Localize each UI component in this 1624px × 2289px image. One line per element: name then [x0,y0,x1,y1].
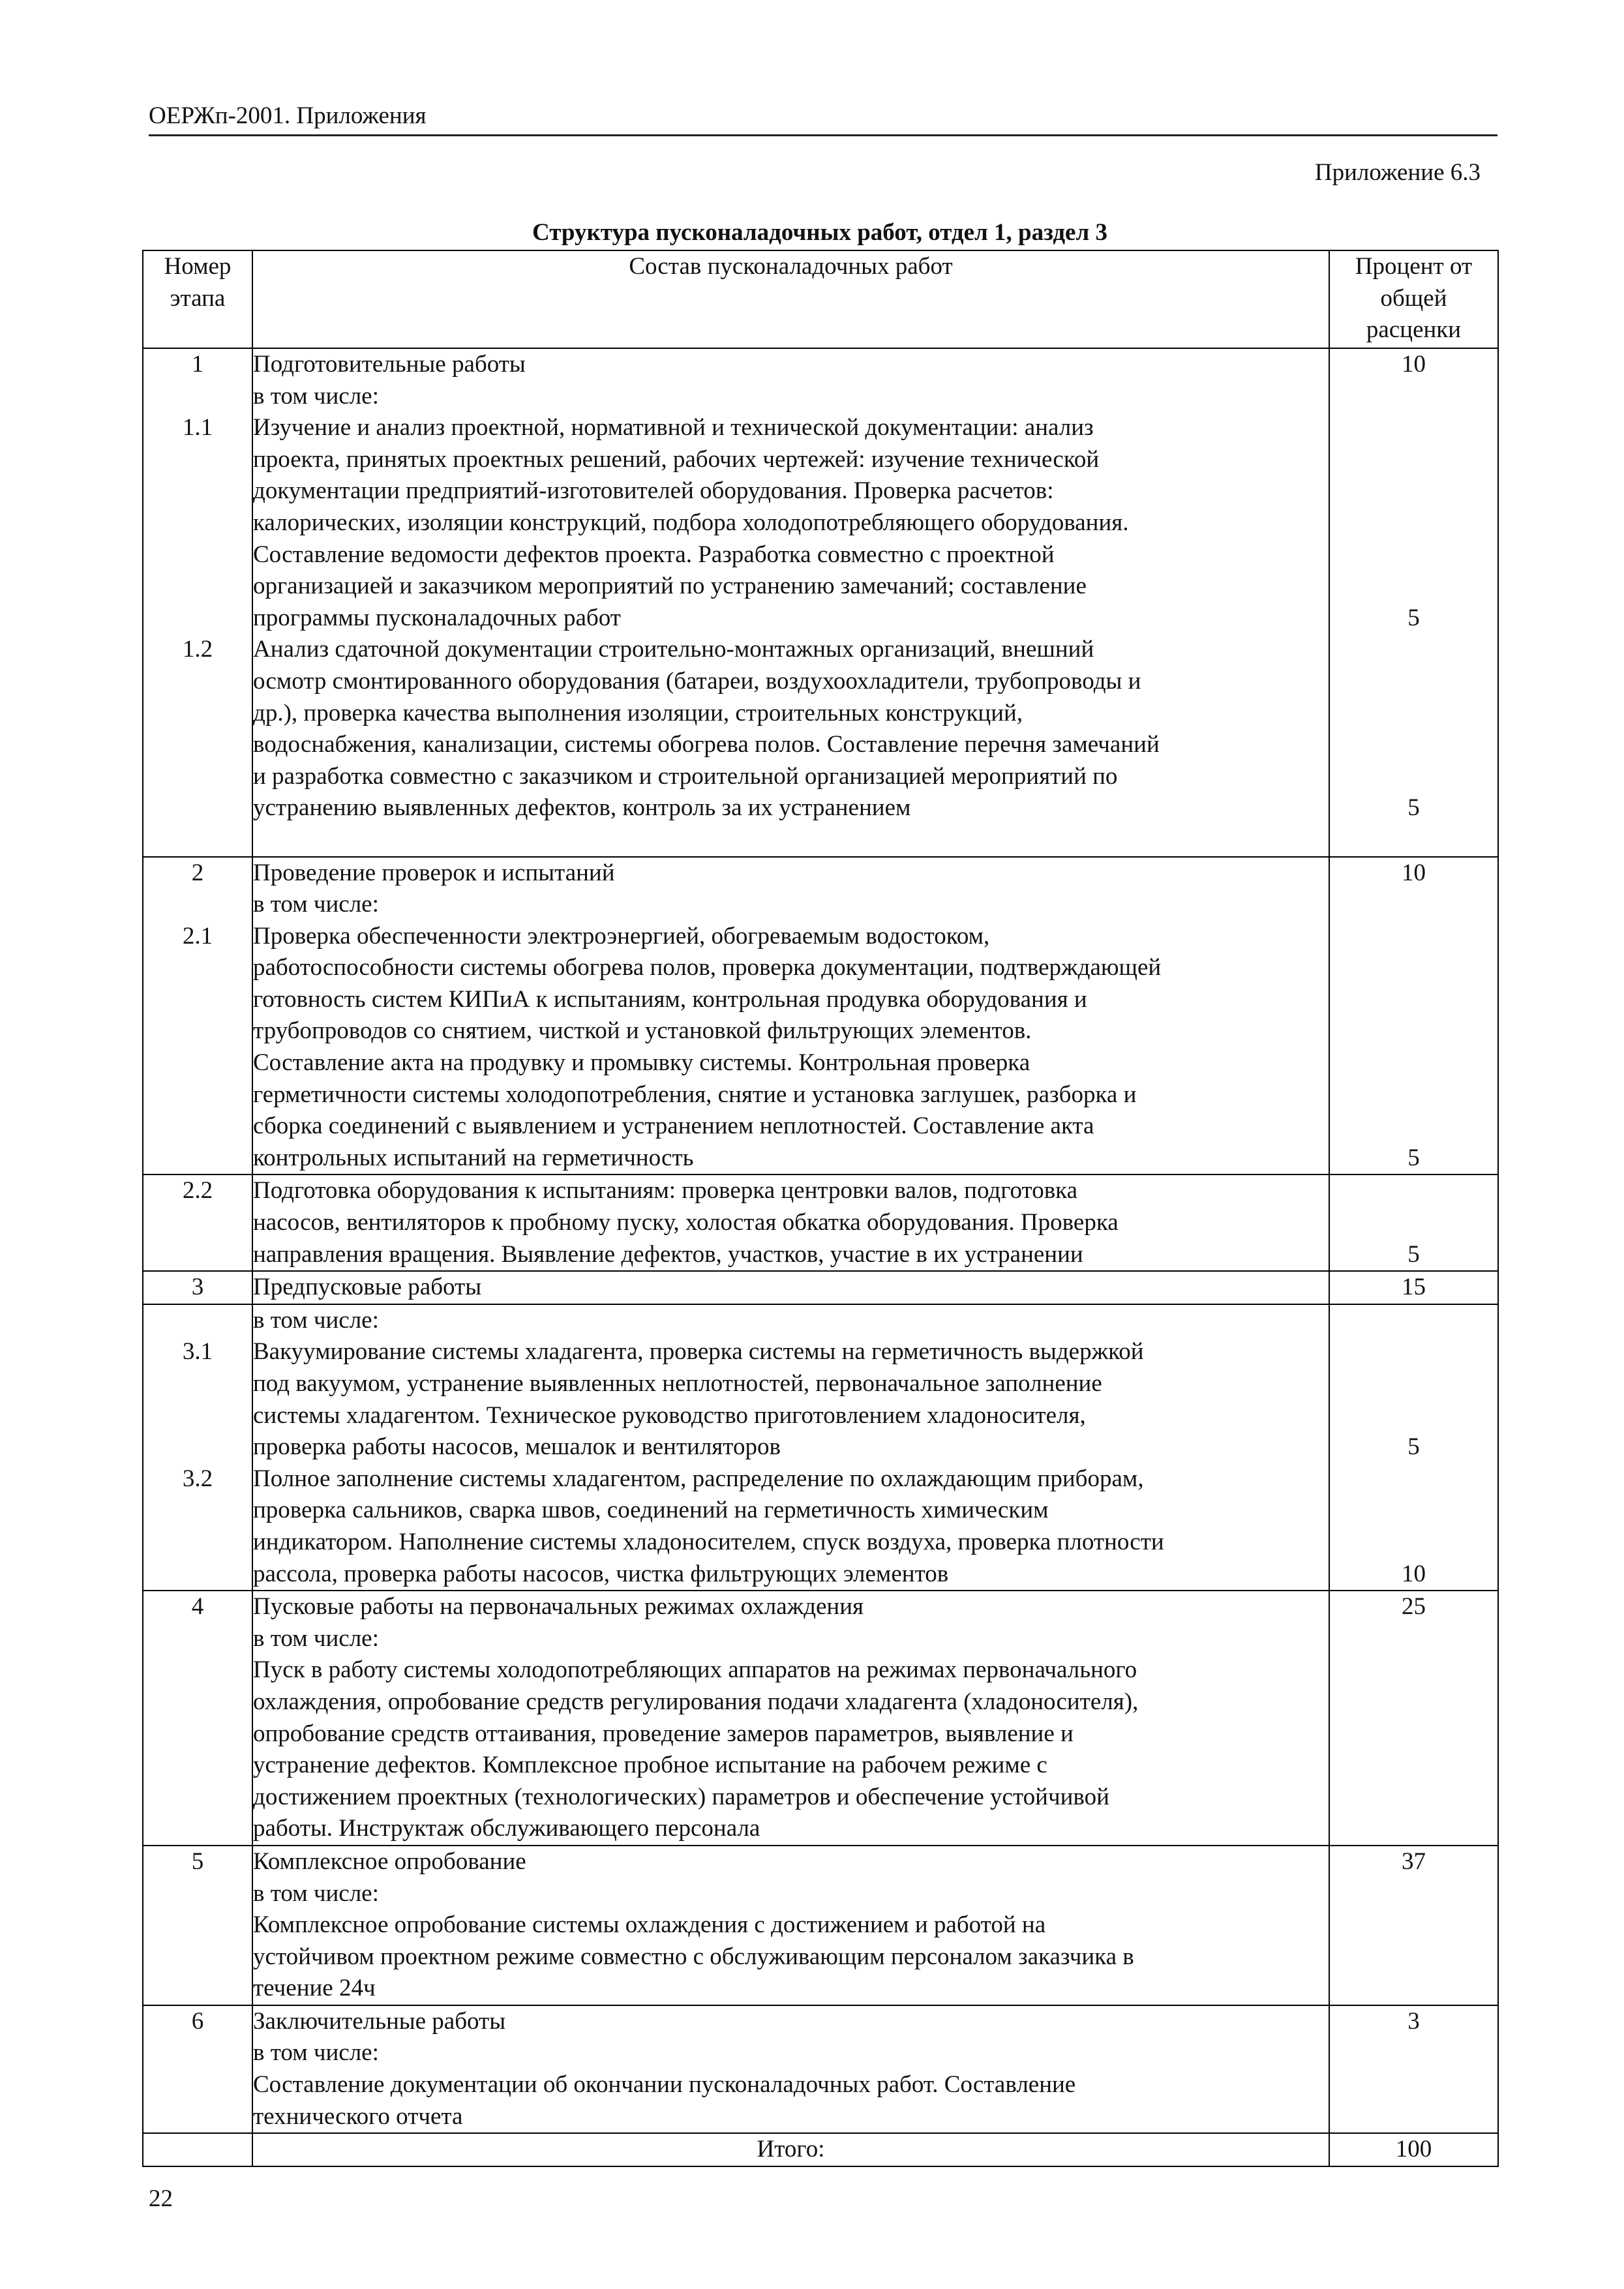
stage-number-line [143,1495,252,1527]
percent-line [1330,634,1497,666]
work-description-line: Вакуумирование системы хладагента, проверка системы на герметичность выдержкой [253,1338,1144,1366]
work-description-cell [252,348,1329,857]
stage-number-line [143,824,252,856]
stage-number-line: 1.1 [182,414,213,441]
stage-number-line [143,984,252,1016]
work-description-line: и разработка совместно с заказчиком и строительной организацией мероприятий по [253,762,1118,790]
percent-line [1330,1305,1497,1337]
total-row [143,2133,1498,2166]
work-description-line: системы хладагентом. Техническое руководство приготовлением хладоносителя, [253,1401,1086,1429]
stage-number-line [143,1559,252,1591]
work-description-line: Проверка обеспеченности электроэнергией, обогреваемым водостоком, [253,922,990,950]
stage-number-line [143,475,252,507]
stage-number-line: 4 [191,1593,204,1621]
work-description-line: направления вращения. Выявление дефектов, участков, участие в их устранении [253,1240,1083,1268]
percent-line [1330,729,1497,761]
stage-number-line [143,1239,252,1271]
percent-line [1330,984,1497,1016]
work-description-line: охлаждения, опробование средств регулирования подачи хладагента (хладоносителя), [253,1688,1139,1715]
percent-line: 5 [1407,1144,1420,1171]
table-title: Структура пусконаладочных работ, отдел 1, раздел 3 [532,219,1107,246]
work-description-line: Составление акта на продувку и промывку системы. Контрольная проверка [253,1049,1030,1077]
stage-number-cell [143,1846,252,2005]
work-description-cell [252,1591,1329,1846]
work-description-line: герметичности системы холодопотребления, снятие и установка заглушек, разборка и [253,1081,1137,1108]
work-description-line: индикатором. Наполнение системы хладоносителем, спуск воздуха, проверка плотности [253,1528,1164,1555]
stage-number-line: 2.2 [182,1177,213,1204]
stage-number-line [143,792,252,824]
percent-line [1330,952,1497,984]
work-description-line: технического отчета [253,2102,463,2130]
stage-number-line [143,1047,252,1079]
works-structure-table [142,250,1499,2167]
percent-line [1330,1527,1497,1559]
work-description-line: Предпусковые работы [253,1274,482,1301]
work-description-line: под вакуумом, устранение выявленных неплотностей, первоначальное заполнение [253,1370,1102,1397]
percent-line [1330,475,1497,507]
stage-number-cell [143,1271,252,1304]
percent-line [1330,698,1497,730]
work-description-cell [252,2005,1329,2133]
work-description-line: сборка соединений с выявлением и устранением неплотностей. Составление акта [253,1113,1094,1140]
stage-number-line: 3 [191,1274,204,1301]
work-description-line: Полное заполнение системы хладагентом, распределение по охлаждающим приборам, [253,1465,1144,1492]
work-description-line: устранению выявленных дефектов, контроль за их устранением [253,794,911,822]
work-description-line: Комплексное опробование [253,1848,526,1875]
stage-number-line [143,571,252,603]
work-description-line: в том числе: [253,891,379,918]
stage-number-line [143,1527,252,1559]
work-description-line: Комплексное опробование системы охлаждения с достижением и работой на [253,1911,1046,1939]
stage-number-cell [143,348,252,857]
work-description-line: в том числе: [253,1306,379,1334]
percent-line [1330,412,1497,444]
work-description-line: калорических, изоляции конструкций, подбора холодопотребляющего оборудования. [253,509,1129,536]
table-header-row [143,250,1498,348]
work-description-line: трубопроводов со снятием, чисткой и установкой фильтрующих элементов. [253,1017,1032,1045]
work-description-line: проекта, принятых проектных решений, рабочих чертежей: изучение технической [253,445,1100,473]
total-value: 100 [1329,2133,1498,2166]
percent-cell [1329,1174,1498,1271]
percent-line: 5 [1407,1240,1420,1268]
percent-line [1330,571,1497,603]
work-description-line: Подготовительные работы [253,351,526,378]
percent-line [1330,1015,1497,1047]
stage-number-line [143,1368,252,1400]
work-description-line: Анализ сдаточной документации строительно-монтажных организаций, внешний [253,636,1094,663]
work-description-cell [252,1174,1329,1271]
work-description-line: проверка сальников, сварка швов, соединений на герметичность химическим [253,1497,1049,1524]
percent-line [1330,1368,1497,1400]
stage-number-line [143,444,252,476]
percent-cell [1329,2005,1498,2133]
running-header: ОЕРЖп-2001. Приложения [149,98,1497,136]
table-row [143,1846,1498,2005]
stage-number-line: 5 [191,1848,204,1875]
stage-number-line [143,1400,252,1432]
stage-number-line [143,1305,252,1337]
percent-line: 10 [1402,859,1426,886]
total-empty-cell [143,2133,252,2166]
percent-line [1330,1111,1497,1143]
percent-line [1330,761,1497,793]
percent-line [1330,921,1497,953]
percent-line: 5 [1407,604,1420,631]
work-description-line: Подготовка оборудования к испытаниям: проверка центровки валов, подготовка [253,1177,1077,1204]
stage-number-line [143,952,252,984]
percent-line: 10 [1402,351,1426,378]
stage-number-line: 1.2 [182,636,213,663]
appendix-label: Приложение 6.3 [1314,159,1481,186]
percent-line [1330,889,1497,921]
percent-line: 15 [1402,1274,1426,1301]
stage-number-line [143,1207,252,1239]
work-description-line: Заключительные работы [253,2007,506,2035]
work-description-line: устойчивом проектном режиме совместно с обслуживающим персоналом заказчика в [253,1943,1134,1970]
work-description-line: достижением проектных (технологических) параметров и обеспечение устойчивой [253,1783,1109,1810]
stage-number-line [143,1079,252,1111]
work-description-line: течение 24ч [253,1975,376,2002]
stage-number-cell [143,1174,252,1271]
stage-number-line: 3.2 [182,1465,213,1492]
stage-number-line [143,381,252,413]
work-description-line: устранение дефектов. Комплексное пробное испытание на рабочем режиме с [253,1752,1047,1779]
stage-number-line [143,1015,252,1047]
header-stage-number [143,250,252,348]
stage-number-line: 2 [191,859,204,886]
work-description-cell [252,1271,1329,1304]
percent-line [1330,666,1497,698]
percent-line [1330,1495,1497,1527]
percent-line: 10 [1402,1560,1426,1587]
table-row [143,1271,1498,1304]
percent-line [1330,1207,1497,1239]
stage-number-line [143,1431,252,1463]
percent-line [1330,507,1497,539]
stage-number-line: 3.1 [182,1338,213,1366]
stage-number-line [143,603,252,635]
stage-number-line [143,698,252,730]
stage-number-cell [143,1304,252,1591]
percent-line [1330,1463,1497,1495]
total-label: Итого: [252,2133,1329,2166]
work-description-line: программы пусконаладочных работ [253,604,621,631]
work-description-line: в том числе: [253,2039,379,2067]
stage-number-line [143,889,252,921]
percent-line: 5 [1407,794,1420,822]
header-works-composition: Состав пусконаладочных работ [252,250,1329,348]
stage-number-line [143,729,252,761]
header-stage-number-line: Номер [164,253,232,280]
work-description-line: в том числе: [253,1624,379,1652]
percent-line [1330,381,1497,413]
work-description-line: рассола, проверка работы насосов, чистка фильтрующих элементов [253,1560,949,1587]
header-percent-line: Процент от [1355,253,1473,280]
stage-number-line: 1 [191,351,204,378]
percent-line [1330,1079,1497,1111]
header-stage-number-line: этапа [170,284,226,312]
work-description-line: Составление ведомости дефектов проекта. Разработка совместно с проектной [253,541,1055,568]
work-description-line: готовность систем КИПиА к испытаниям, контрольная продувка оборудования и [253,985,1087,1013]
table-row [143,2005,1498,2133]
stage-number-line [143,1111,252,1143]
stage-number-line [143,539,252,571]
work-description-cell [252,857,1329,1175]
stage-number-cell [143,2005,252,2133]
stage-number-cell [143,1591,252,1846]
percent-cell [1329,348,1498,857]
table-row [143,348,1498,857]
header-percent-line: расценки [1366,316,1462,344]
percent-line: 5 [1407,1433,1420,1461]
percent-cell [1329,1304,1498,1591]
percent-cell [1329,857,1498,1175]
percent-line [1330,1336,1497,1368]
page-number: 22 [149,2185,173,2212]
work-description-line: др.), проверка качества выполнения изоляции, строительных конструкций, [253,699,1023,726]
work-description-line: контрольных испытаний на герметичность [253,1144,694,1171]
table-row [143,857,1498,1175]
work-description-line: в том числе: [253,382,379,410]
stage-number-line [143,761,252,793]
stage-number-line: 2.1 [182,922,213,950]
stage-number-cell [143,857,252,1175]
percent-line: 25 [1402,1593,1426,1621]
table-row [143,1591,1498,1846]
work-description-cell [252,1846,1329,2005]
table-row [143,1304,1498,1591]
stage-number-line [143,507,252,539]
percent-line [1330,539,1497,571]
percent-cell [1329,1846,1498,2005]
stage-number-line [143,666,252,698]
work-description-line: Составление документации об окончании пусконаладочных работ. Составление [253,2071,1076,2099]
work-description-line: Пуск в работу системы холодопотребляющих аппаратов на режимах первоначального [253,1656,1137,1684]
percent-line: 37 [1402,1848,1426,1875]
work-description-line: Проведение проверок и испытаний [253,859,615,886]
percent-line [1330,1400,1497,1432]
work-description-line: опробование средств оттаивания, проведение замеров параметров, выявление и [253,1720,1074,1747]
percent-line [1330,1047,1497,1079]
work-description-line: документации предприятий-изготовителей оборудования. Проверка расчетов: [253,477,1054,505]
work-description-line: проверка работы насосов, мешалок и вентиляторов [253,1433,781,1461]
percent-cell [1329,1271,1498,1304]
work-description-line: Изучение и анализ проектной, нормативной и технической документации: анализ [253,414,1094,441]
table-row [143,1174,1498,1271]
work-description-line: организацией и заказчиком мероприятий по устранению замечаний; составление [253,573,1087,600]
work-description-line: работоспособности системы обогрева полов, проверка документации, подтверждающей [253,954,1162,981]
percent-cell [1329,1591,1498,1846]
header-percent-line: общей [1380,284,1447,312]
work-description-line: осмотр смонтированного оборудования (батареи, воздухоохладители, трубопроводы и [253,667,1141,695]
work-description-cell [252,1304,1329,1591]
percent-line [1330,444,1497,476]
stage-number-line: 6 [191,2007,204,2035]
percent-line [1330,1175,1497,1207]
stage-number-line [143,1143,252,1174]
percent-line: 3 [1407,2007,1420,2035]
work-description-line: насосов, вентиляторов к пробному пуску, холостая обкатка оборудования. Проверка [253,1209,1119,1236]
work-description-line: Пусковые работы на первоначальных режимах охлаждения [253,1593,864,1621]
work-description-line: водоснабжения, канализации, системы обогрева полов. Составление перечня замечаний [253,731,1160,758]
work-description-line: работы. Инструктаж обслуживающего персонала [253,1815,760,1842]
header-percent [1329,250,1498,348]
work-description-line: в том числе: [253,1879,379,1907]
